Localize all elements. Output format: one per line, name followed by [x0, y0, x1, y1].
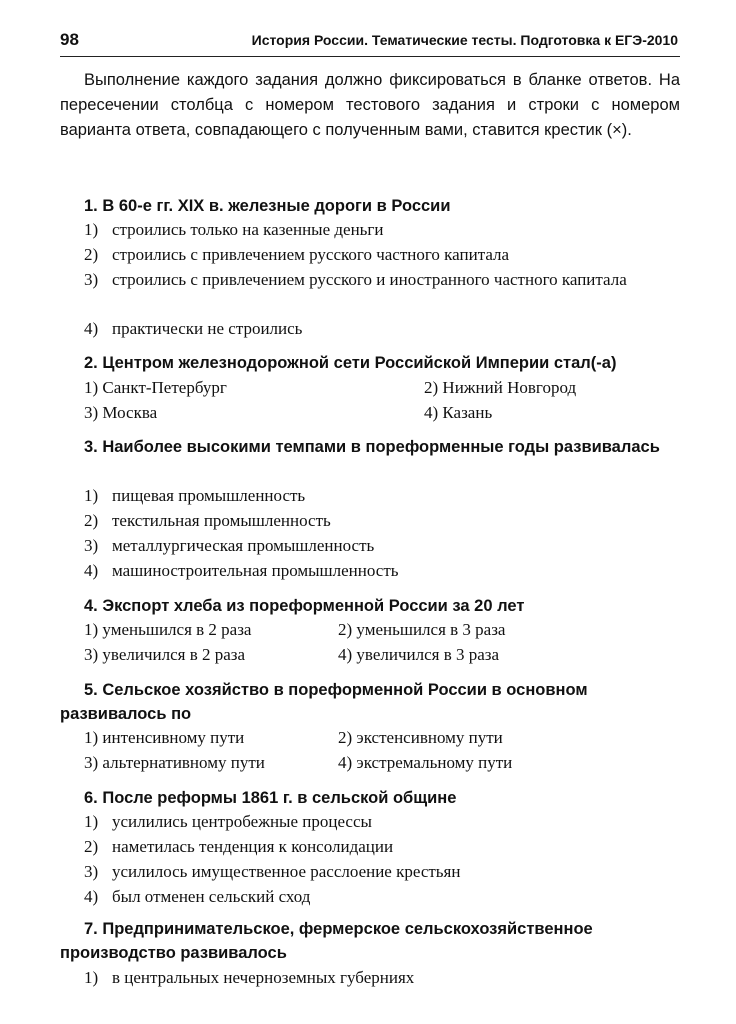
q2-option-3: 3) Москва [84, 403, 158, 422]
q6-option-1: 1) усилились центробежные процессы [84, 812, 372, 831]
q6-option-4: 4) был отменен сельский сход [84, 887, 311, 906]
q1-option-4: 4) практически не строились [84, 319, 303, 338]
question-2-title: 2. Центром железнодорожной сети Российской Империи стал(-а) [84, 354, 617, 372]
q2-options-row-2 [84, 401, 674, 425]
q2-option-2: 2) Нижний Новгород [424, 378, 577, 397]
instructions-paragraph: Выполнение каждого задания должно фиксироваться в бланке ответов. На пересечении столбца с номером тестового задания и строки с номером варианта ответа, совпадающего с полученным вами, ставится крестик (×). [60, 71, 680, 139]
page-number: 98 [60, 30, 79, 49]
q5-option-3: 3) альтернативному пути [84, 753, 265, 772]
q4-option-1: 1) уменьшился в 2 раза [84, 620, 252, 639]
q3-option-2: 2) текстильная промышленность [84, 511, 331, 530]
running-title: История России. Тематические тесты. Подготовка к ЕГЭ-2010 [251, 32, 678, 48]
q5-option-4: 4) экстремальному пути [338, 753, 513, 772]
q4-option-4: 4) увеличился в 3 раза [338, 645, 500, 664]
q4-options-row-1 [84, 618, 674, 642]
q1-option-2: 2) строились с привлечением русского частного капитала [84, 245, 510, 264]
question-3-title: 3. Наиболее высокими темпами в пореформенные годы развивалась [84, 438, 660, 456]
q5-option-1: 1) интенсивному пути [84, 728, 245, 747]
q2-option-1: 1) Санкт-Петербург [84, 378, 227, 397]
question-5-title: 5. Сельское хозяйство в пореформенной России в основном развивалось по [60, 681, 588, 723]
q5-options-row-1 [84, 726, 674, 750]
q6-option-3: 3) усилилось имущественное расслоение крестьян [84, 862, 461, 881]
question-7-title: 7. Предпринимательское, фермерское сельскохозяйственное производство развивалось [60, 920, 593, 962]
q5-options-row-2 [84, 751, 674, 775]
q1-option-3: 3) строились с привлечением русского и иностранного частного капитала [84, 270, 627, 289]
page-header [60, 30, 680, 57]
q6-option-2: 2) наметилась тенденция к консолидации [84, 837, 394, 856]
q4-option-3: 3) увеличился в 2 раза [84, 645, 246, 664]
q3-option-3: 3) металлургическая промышленность [84, 536, 375, 555]
q4-option-2: 2) уменьшился в 3 раза [338, 620, 506, 639]
q1-option-1: 1) строились только на казенные деньги [84, 220, 384, 239]
q3-option-1: 1) пищевая промышленность [84, 486, 306, 505]
question-1-title: 1. В 60-е гг. XIX в. железные дороги в России [84, 197, 451, 215]
q2-option-4: 4) Казань [424, 403, 493, 422]
question-6-title: 6. После реформы 1861 г. в сельской общине [84, 789, 457, 807]
q2-options-row-1 [84, 376, 674, 400]
q7-option-1: 1) в центральных нечерноземных губерниях [84, 968, 415, 987]
q3-option-4: 4) машиностроительная промышленность [84, 561, 399, 580]
question-4-title: 4. Экспорт хлеба из пореформенной России за 20 лет [84, 597, 525, 615]
q4-options-row-2 [84, 643, 674, 667]
q5-option-2: 2) экстенсивному пути [338, 728, 503, 747]
